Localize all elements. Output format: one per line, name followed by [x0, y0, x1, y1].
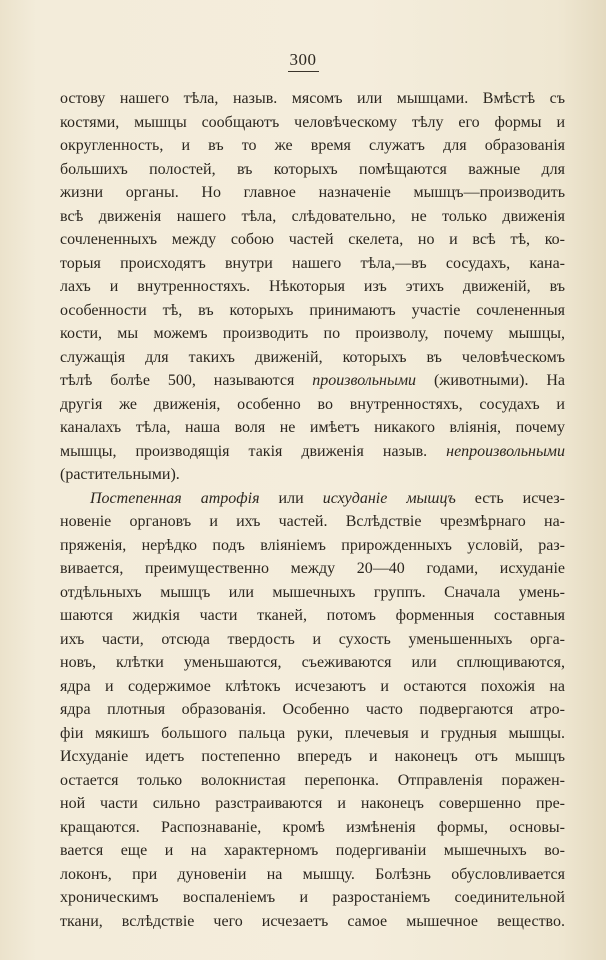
- text-segment: есть исчез-: [455, 489, 565, 507]
- text-segment: ихъ части, отсюда твердость и сухость уменьшенныхъ орга-: [60, 630, 565, 648]
- text-segment: мышцы, производящія такія движенія назыв.: [60, 442, 447, 460]
- text-line: [60, 463, 565, 487]
- text-line: [60, 792, 565, 816]
- text-segment: хроническимъ воспаленіемъ и разростаніемъ соединительной: [60, 889, 565, 906]
- text-line: [60, 722, 565, 746]
- italic-term: произвольными: [312, 372, 417, 389]
- text-segment: жизни органы. Но главное назначеніе мышцъ—производить: [60, 184, 565, 201]
- text-line: [60, 839, 565, 863]
- text-segment: новъ, клѣтки уменьшаются, съеживаются или сплющиваются,: [60, 654, 565, 671]
- text-segment: кости, мы можемъ производить по произволу, почему мышцы,: [60, 325, 565, 342]
- text-segment: пряженія, нерѣдко подъ вліяніемъ прирожденныхъ условій, раз-: [60, 536, 565, 554]
- text-segment: локонъ, при дуновеніи на мышцу. Болѣзнь обусловливается: [60, 865, 565, 883]
- text-segment: сочлененныхъ между собою частей скелета, но и всѣ тѣ, ко-: [60, 231, 565, 248]
- text-line: [60, 698, 565, 722]
- text-segment: шаются жидкія части тканей, потомъ форменныя составныя: [60, 607, 565, 624]
- text-line: [60, 440, 565, 464]
- text-line: [60, 557, 565, 581]
- text-line: [60, 510, 565, 534]
- text-line: [60, 322, 565, 346]
- text-segment: тѣлѣ болѣе 500, называются: [60, 372, 313, 389]
- italic-term: Постепенная атрофія: [90, 489, 260, 507]
- text-line: [60, 369, 565, 393]
- text-segment: торыя происходятъ внутри нашего тѣла,—въ сосудахъ, кана-: [60, 254, 565, 272]
- text-line: [60, 745, 565, 769]
- text-line: [60, 228, 565, 252]
- text-segment: ядра плотныя образованія. Особенно часто подвергаются атро-: [60, 701, 565, 718]
- text-line: [60, 863, 565, 887]
- text-line: [60, 628, 565, 652]
- text-line: [60, 111, 565, 135]
- text-segment: кращаются. Распознаваніе, кромѣ измѣненія формы, основы-: [60, 818, 565, 836]
- text-line: [60, 651, 565, 675]
- text-line: [60, 910, 565, 934]
- text-segment: костями, мышцы сообщаютъ человѣческому тѣлу его формы и: [60, 113, 565, 131]
- text-segment: отдѣльныхъ мышцъ или мышечныхъ группъ. Сначала умень-: [60, 583, 565, 601]
- text-segment: всѣ движенія нашего тѣла, слѣдовательно, не только движенія: [60, 207, 565, 225]
- text-segment: (животными). На: [416, 372, 565, 389]
- text-segment: вается еще и на характерномъ подергиваніи мышечныхъ во-: [60, 842, 565, 859]
- text-segment: фіи мякишъ большого пальца руки, плечевыя и грудныя мышцы.: [60, 724, 565, 742]
- text-segment: остову нашего тѣла, назыв. мясомъ или мышцами. Вмѣстѣ съ: [60, 90, 565, 107]
- italic-term: непроизвольными: [446, 442, 565, 460]
- text-line: [60, 134, 565, 158]
- text-segment: каналахъ тѣла, наша воля не имѣетъ никакого вліянія, почему: [60, 419, 565, 436]
- text-segment: округленность, и въ то же время служатъ для образованія: [60, 137, 565, 154]
- page-number: 300: [0, 50, 606, 72]
- text-segment: другія же движенія, особенно во внутренностяхъ, сосудахъ и: [60, 395, 565, 413]
- text-line: [60, 393, 565, 417]
- text-segment: (растительными).: [60, 466, 180, 483]
- text-line: [60, 299, 565, 323]
- text-line: [60, 346, 565, 370]
- text-segment: особенности тѣ, въ которыхъ принимаютъ участіе сочлененныя: [60, 301, 565, 319]
- text-segment: вивается, преимущественно между 20—40 годами, исхуданіе: [60, 560, 565, 577]
- text-segment: остается только волокнистая перепонка. Отправленія поражен-: [60, 771, 565, 789]
- text-line: [60, 181, 565, 205]
- text-line: [60, 534, 565, 558]
- text-line: [60, 581, 565, 605]
- text-line: [60, 87, 565, 111]
- text-segment: служащія для такихъ движеній, которыхъ въ человѣческомъ: [60, 348, 565, 366]
- text-segment: лахъ и внутренностяхъ. Нѣкоторыя изъ этихъ движеній, въ: [60, 278, 565, 295]
- text-line: [60, 252, 565, 276]
- text-segment: новеніе органовъ и ихъ частей. Вслѣдствіе чрезмѣрнаго на-: [60, 513, 565, 530]
- text-line: [60, 205, 565, 229]
- text-line: [60, 416, 565, 440]
- text-segment: ядра и содержимое клѣтокъ исчезаютъ и остаются похожія на: [60, 677, 565, 695]
- text-segment: или: [259, 489, 323, 507]
- text-segment: ной части сильно разстраиваются и наконецъ совершенно пре-: [60, 795, 565, 812]
- text-line: [60, 816, 565, 840]
- text-line: [60, 487, 565, 511]
- text-segment: Исхуданіе идетъ постепенно впередъ и наконецъ отъ мышцъ: [60, 748, 565, 765]
- text-segment: ткани, вслѣдствіе чего исчезаетъ самое мышечное вещество.: [60, 912, 565, 930]
- text-line: [60, 886, 565, 910]
- body-text: [60, 87, 565, 933]
- text-line: [60, 275, 565, 299]
- text-line: [60, 769, 565, 793]
- text-line: [60, 675, 565, 699]
- text-line: [60, 604, 565, 628]
- text-segment: большихъ полостей, въ которыхъ помѣщаются важные для: [60, 160, 565, 178]
- text-line: [60, 158, 565, 182]
- italic-term: исхуданіе мышцъ: [322, 489, 456, 507]
